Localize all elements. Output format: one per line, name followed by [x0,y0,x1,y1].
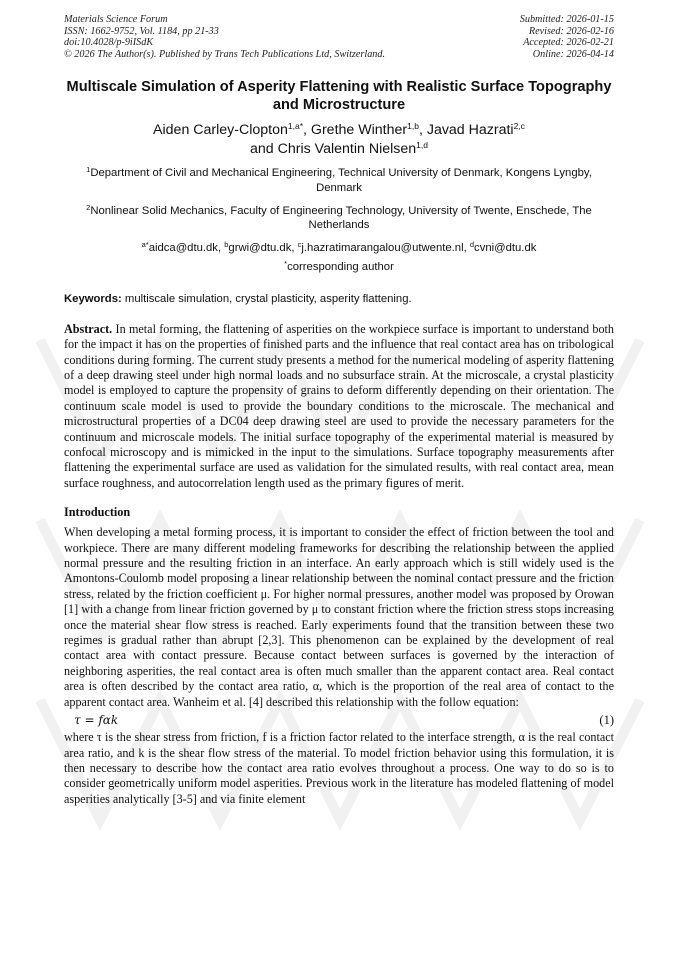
affiliation [64,204,614,233]
equation-number: (1) [599,713,614,728]
submission-dates [520,14,614,60]
email-mark: b [224,239,229,249]
author-affiliation-mark: 2,c [513,121,525,132]
date-online: Online: 2026-04-14 [532,48,614,60]
author-emails: $^{a*}$aidca@dtu.dk, $^b$grwi@dtu.dk, $^c$j.hazratimarangalou@utwente.nl, $^d$cvni@dtu.dk [141,239,537,254]
author-list: Aiden Carley-Clopton$^{1,a*}$, Grethe Winther$^{1,b}$, Javad Hazrati$^{2,c}$ and Chris Valentin Nielsen$^{1,d}$ [153,121,525,157]
email-mark: c [297,239,302,249]
date-accepted: Accepted: 2026-02-21 [523,37,614,49]
abstract [64,322,614,491]
abstract-label: Abstract. [64,321,113,336]
equation [74,713,614,728]
date-submitted: Submitted: 2026-01-15 [519,14,614,25]
keywords-label: Keywords: [64,292,122,305]
corresponding-mark: * [284,258,288,268]
equation-expression: τ = fαk [74,713,119,728]
date-revised: Revised: 2026-02-16 [528,25,614,37]
author-affiliation-mark: 1,d [416,139,428,150]
author-conjunction: and [250,140,274,157]
journal-info [64,14,385,60]
author-affiliation-mark: 1,a* [287,121,304,132]
corresponding-text: corresponding author [287,260,394,273]
email-link[interactable]: cvni@dtu.dk [474,241,537,254]
paper-page [64,14,614,807]
abstract-text: In metal forming, the flattening of asperities on the workpiece surface is important to understand both for the impact it has on the properties of finished parts and the influence that real contact area has on tribological conditions during forming. The current study presents a method for the numerical modeling of asperity flattening of a deep drawing steel under high normal loads and no subsurface strain. At the microscale, a crystal plasticity model is employed to capture the propensity of grains to deform differently depending on their orientation. The continuum scale model is used to provide the boundary conditions to the microscale. The mechanical and microstructural properties of a DC04 deep drawing steel are used to provide the necessary parameters for the continuum and microscale models. The initial surface topography of the experimental material is measured by confocal microscopy and is mimicked in the input to the simulations. Surface topography measurements after flattening the experimental surface are used as validation for the simulated results, with real contact area, mean surface roughness, and autocorrelation length used as the primary figures of merit. [64,321,614,490]
author-name: Grethe Winther [310,122,408,139]
affiliation-mark: 1 [86,165,91,175]
journal-copyright: © 2026 The Author(s). Published by Trans Tech Publications Ltd, Switzerland. [64,48,386,60]
author-name: Chris Valentin Nielsen [277,140,417,157]
email-mark: d [469,239,475,249]
affiliation-text: Nonlinear Solid Mechanics, Faculty of Engineering Technology, University of Twente, Enschede, The Netherlands [90,204,592,232]
author-affiliation-mark: 1,b [407,121,419,132]
email-link[interactable]: aidca@dtu.dk [148,241,218,254]
affiliation-mark: 2 [86,202,91,212]
paper-title: Multiscale Simulation of Asperity Flattening with Realistic Surface Topography and Microstructure [66,79,612,114]
introduction-paragraph: where τ is the shear stress from friction, f is a friction factor related to the interface strength, α is the real contact area ratio, and k is the shear flow stress of the material. To model friction behavior using this formulation, it is then necessary to describe how the contact area ratio evolves throughout a process. One way to do so is to consider geometrically uniform model asperities. Previous work in the literature has modeled flattening of model asperities analytically [3-5] and via finite element [64,730,614,806]
affiliation [64,166,614,195]
corresponding-author-note [64,258,614,273]
journal-header [64,14,614,60]
introduction-paragraph: When developing a metal forming process, it is important to consider the effect of friction between the tool and workpiece. There are many different modeling frameworks for describing the relationship between the applied normal pressure and the resulting friction in an interface. An early approach which is still widely used is the Amontons-Coulomb model proposing a linear relationship between the nominal contact pressure and the friction stress, related by the friction coefficient μ. For higher normal pressures, another model was proposed by Orowan [1] with a change from linear friction governed by μ to constant friction where the friction stress stops increasing once the material shear flow stress is reached. Early experiments found that the transition between these two regimes is gradual rather than abrupt [2,3]. This phenomenon can be explained by the development of real contact area with contact pressure. Because contact between surfaces is governed by the interaction of neighboring asperities, the real contact area is often much smaller than the apparent contact area. Real contact area is often described by the contact area ratio, α, which is the proportion of the real area of contact to the apparent contact area. Wanheim et al. [4] described this relationship with the follow equation: [64,525,614,709]
journal-doi: doi:10.4028/p-9iISdK [64,37,154,49]
journal-name: Materials Science Forum [64,14,168,25]
email-link[interactable]: j.hazratimarangalou@utwente.nl [301,241,464,254]
keywords [64,293,614,305]
section-heading-introduction: Introduction [64,505,131,520]
author-name: Javad Hazrati [426,122,514,139]
email-link[interactable]: grwi@dtu.dk [228,241,292,254]
author-name: Aiden Carley-Clopton [153,122,288,139]
keywords-text: multiscale simulation, crystal plasticity, asperity flattening. [124,292,412,305]
journal-issn: ISSN: 1662-9752, Vol. 1184, pp 21-33 [64,25,219,37]
affiliation-text: Department of Civil and Mechanical Engineering, Technical University of Denmark, Kongens Lyngby, Denmark [90,167,592,194]
email-mark: a* [141,239,149,249]
